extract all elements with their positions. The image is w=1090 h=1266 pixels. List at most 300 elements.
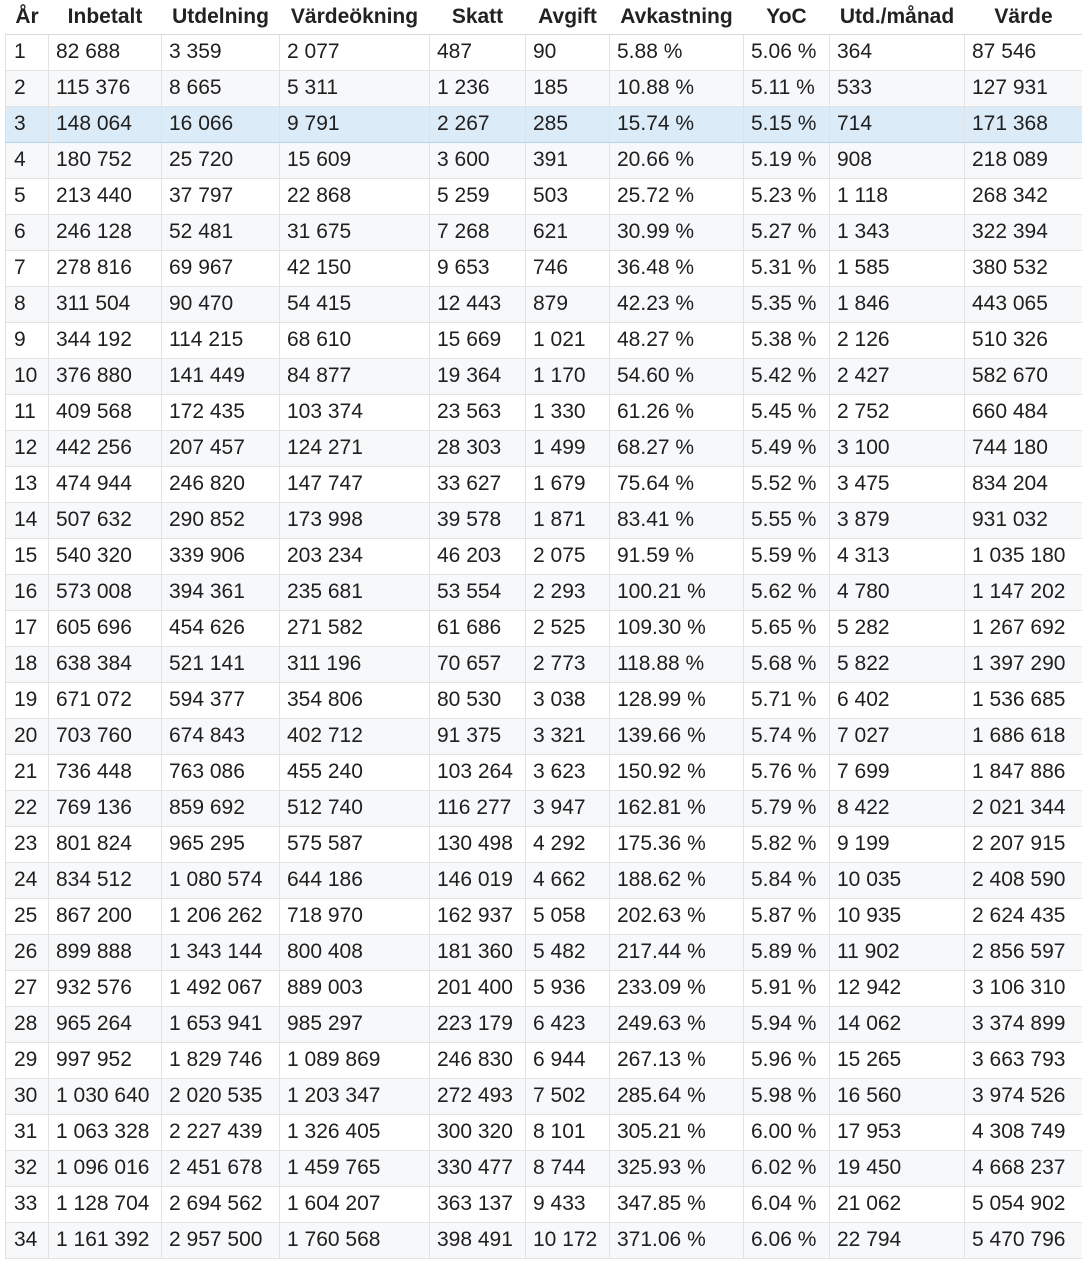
table-row[interactable] xyxy=(6,574,1083,610)
cell-yoc: 5.06 % xyxy=(744,34,830,70)
cell-tax: 70 657 xyxy=(430,646,526,682)
column-header-tax[interactable]: Skatt xyxy=(430,0,526,34)
cell-fee: 285 xyxy=(526,106,610,142)
column-header-year[interactable]: År xyxy=(6,0,49,34)
cell-value-increase: 644 186 xyxy=(280,862,430,898)
table-row[interactable] xyxy=(6,322,1083,358)
cell-dividend-per-month: 714 xyxy=(830,106,965,142)
cell-return: 325.93 % xyxy=(610,1150,744,1186)
cell-value: 1 267 692 xyxy=(965,610,1083,646)
cell-value: 4 308 749 xyxy=(965,1114,1083,1150)
cell-yoc: 6.00 % xyxy=(744,1114,830,1150)
table-row[interactable] xyxy=(6,970,1083,1006)
cell-return: 100.21 % xyxy=(610,574,744,610)
cell-paid-in: 474 944 xyxy=(49,466,162,502)
cell-yoc: 5.52 % xyxy=(744,466,830,502)
cell-return: 118.88 % xyxy=(610,646,744,682)
cell-value-increase: 84 877 xyxy=(280,358,430,394)
cell-yoc: 5.55 % xyxy=(744,502,830,538)
cell-tax: 39 578 xyxy=(430,502,526,538)
cell-dividend: 2 957 500 xyxy=(162,1222,280,1258)
table-row[interactable] xyxy=(6,214,1083,250)
cell-paid-in: 1 161 392 xyxy=(49,1222,162,1258)
cell-paid-in: 246 128 xyxy=(49,214,162,250)
cell-fee: 5 058 xyxy=(526,898,610,934)
cell-fee: 879 xyxy=(526,286,610,322)
cell-year: 22 xyxy=(6,790,49,826)
cell-return: 267.13 % xyxy=(610,1042,744,1078)
table-row[interactable] xyxy=(6,34,1083,70)
cell-value-increase: 402 712 xyxy=(280,718,430,754)
cell-tax: 300 320 xyxy=(430,1114,526,1150)
cell-tax: 246 830 xyxy=(430,1042,526,1078)
table-row[interactable] xyxy=(6,934,1083,970)
cell-yoc: 6.02 % xyxy=(744,1150,830,1186)
cell-yoc: 5.76 % xyxy=(744,754,830,790)
cell-value: 218 089 xyxy=(965,142,1083,178)
cell-dividend: 172 435 xyxy=(162,394,280,430)
cell-value: 5 054 902 xyxy=(965,1186,1083,1222)
cell-dividend: 114 215 xyxy=(162,322,280,358)
cell-yoc: 5.94 % xyxy=(744,1006,830,1042)
table-row[interactable] xyxy=(6,250,1083,286)
cell-fee: 8 101 xyxy=(526,1114,610,1150)
cell-yoc: 5.38 % xyxy=(744,322,830,358)
cell-dividend-per-month: 5 282 xyxy=(830,610,965,646)
cell-yoc: 5.84 % xyxy=(744,862,830,898)
cell-value: 380 532 xyxy=(965,250,1083,286)
cell-year: 21 xyxy=(6,754,49,790)
cell-value-increase: 1 203 347 xyxy=(280,1078,430,1114)
cell-year: 2 xyxy=(6,70,49,106)
cell-value-increase: 173 998 xyxy=(280,502,430,538)
cell-fee: 1 679 xyxy=(526,466,610,502)
cell-value: 582 670 xyxy=(965,358,1083,394)
cell-value: 3 106 310 xyxy=(965,970,1083,1006)
cell-dividend: 965 295 xyxy=(162,826,280,862)
table-row[interactable] xyxy=(6,430,1083,466)
column-header-fee[interactable]: Avgift xyxy=(526,0,610,34)
cell-yoc: 5.82 % xyxy=(744,826,830,862)
cell-dividend-per-month: 17 953 xyxy=(830,1114,965,1150)
cell-dividend: 37 797 xyxy=(162,178,280,214)
cell-return: 36.48 % xyxy=(610,250,744,286)
cell-return: 249.63 % xyxy=(610,1006,744,1042)
table-row[interactable] xyxy=(6,358,1083,394)
cell-year: 12 xyxy=(6,430,49,466)
cell-value: 443 065 xyxy=(965,286,1083,322)
cell-dividend: 763 086 xyxy=(162,754,280,790)
cell-return: 83.41 % xyxy=(610,502,744,538)
cell-fee: 2 075 xyxy=(526,538,610,574)
cell-dividend: 859 692 xyxy=(162,790,280,826)
cell-year: 9 xyxy=(6,322,49,358)
cell-paid-in: 507 632 xyxy=(49,502,162,538)
cell-yoc: 5.31 % xyxy=(744,250,830,286)
cell-tax: 91 375 xyxy=(430,718,526,754)
cell-year: 29 xyxy=(6,1042,49,1078)
table-row[interactable] xyxy=(6,682,1083,718)
cell-value-increase: 124 271 xyxy=(280,430,430,466)
cell-year: 13 xyxy=(6,466,49,502)
cell-dividend-per-month: 2 752 xyxy=(830,394,965,430)
cell-value-increase: 1 326 405 xyxy=(280,1114,430,1150)
cell-dividend: 1 829 746 xyxy=(162,1042,280,1078)
table-row[interactable] xyxy=(6,862,1083,898)
cell-dividend-per-month: 9 199 xyxy=(830,826,965,862)
cell-yoc: 5.89 % xyxy=(744,934,830,970)
cell-tax: 398 491 xyxy=(430,1222,526,1258)
cell-yoc: 5.98 % xyxy=(744,1078,830,1114)
cell-paid-in: 605 696 xyxy=(49,610,162,646)
cell-dividend-per-month: 12 942 xyxy=(830,970,965,1006)
cell-value-increase: 22 868 xyxy=(280,178,430,214)
cell-return: 91.59 % xyxy=(610,538,744,574)
cell-value: 5 470 796 xyxy=(965,1222,1083,1258)
cell-dividend-per-month: 3 100 xyxy=(830,430,965,466)
cell-year: 4 xyxy=(6,142,49,178)
cell-value: 87 546 xyxy=(965,34,1083,70)
cell-paid-in: 1 030 640 xyxy=(49,1078,162,1114)
cell-dividend: 394 361 xyxy=(162,574,280,610)
cell-fee: 5 936 xyxy=(526,970,610,1006)
cell-fee: 391 xyxy=(526,142,610,178)
cell-year: 6 xyxy=(6,214,49,250)
cell-value-increase: 147 747 xyxy=(280,466,430,502)
table-row[interactable] xyxy=(6,790,1083,826)
cell-dividend: 90 470 xyxy=(162,286,280,322)
cell-return: 54.60 % xyxy=(610,358,744,394)
cell-value-increase: 2 077 xyxy=(280,34,430,70)
cell-yoc: 5.19 % xyxy=(744,142,830,178)
cell-value: 3 974 526 xyxy=(965,1078,1083,1114)
cell-paid-in: 769 136 xyxy=(49,790,162,826)
table-row[interactable] xyxy=(6,610,1083,646)
cell-dividend: 52 481 xyxy=(162,214,280,250)
cell-value: 1 847 886 xyxy=(965,754,1083,790)
cell-fee: 3 623 xyxy=(526,754,610,790)
cell-paid-in: 801 824 xyxy=(49,826,162,862)
cell-value-increase: 5 311 xyxy=(280,70,430,106)
table-row[interactable] xyxy=(6,1078,1083,1114)
table-row[interactable] xyxy=(6,1222,1083,1258)
cell-yoc: 5.11 % xyxy=(744,70,830,106)
cell-dividend-per-month: 11 902 xyxy=(830,934,965,970)
cell-fee: 746 xyxy=(526,250,610,286)
cell-yoc: 5.15 % xyxy=(744,106,830,142)
cell-return: 20.66 % xyxy=(610,142,744,178)
cell-return: 5.88 % xyxy=(610,34,744,70)
cell-yoc: 5.62 % xyxy=(744,574,830,610)
cell-year: 23 xyxy=(6,826,49,862)
table-row[interactable] xyxy=(6,1114,1083,1150)
cell-dividend: 3 359 xyxy=(162,34,280,70)
cell-year: 15 xyxy=(6,538,49,574)
cell-dividend-per-month: 21 062 xyxy=(830,1186,965,1222)
column-header-yoc[interactable]: YoC xyxy=(744,0,830,34)
cell-dividend-per-month: 8 422 xyxy=(830,790,965,826)
cell-tax: 19 364 xyxy=(430,358,526,394)
cell-tax: 28 303 xyxy=(430,430,526,466)
table-row[interactable] xyxy=(6,70,1083,106)
column-header-dividend-per-month[interactable]: Utd./månad xyxy=(830,0,965,34)
cell-year: 31 xyxy=(6,1114,49,1150)
column-header-value[interactable]: Värde xyxy=(965,0,1083,34)
cell-year: 8 xyxy=(6,286,49,322)
cell-dividend: 1 206 262 xyxy=(162,898,280,934)
table-row[interactable] xyxy=(6,286,1083,322)
cell-fee: 10 172 xyxy=(526,1222,610,1258)
cell-tax: 3 600 xyxy=(430,142,526,178)
cell-dividend-per-month: 6 402 xyxy=(830,682,965,718)
cell-dividend-per-month: 1 118 xyxy=(830,178,965,214)
cell-dividend-per-month: 2 427 xyxy=(830,358,965,394)
cell-return: 305.21 % xyxy=(610,1114,744,1150)
cell-tax: 162 937 xyxy=(430,898,526,934)
cell-value-increase: 1 459 765 xyxy=(280,1150,430,1186)
cell-dividend-per-month: 3 879 xyxy=(830,502,965,538)
cell-year: 20 xyxy=(6,718,49,754)
cell-fee: 1 330 xyxy=(526,394,610,430)
cell-return: 61.26 % xyxy=(610,394,744,430)
cell-value: 3 374 899 xyxy=(965,1006,1083,1042)
cell-yoc: 5.74 % xyxy=(744,718,830,754)
cell-year: 32 xyxy=(6,1150,49,1186)
cell-value: 744 180 xyxy=(965,430,1083,466)
cell-dividend-per-month: 14 062 xyxy=(830,1006,965,1042)
table-row[interactable] xyxy=(6,106,1083,142)
cell-year: 18 xyxy=(6,646,49,682)
table-row[interactable] xyxy=(6,826,1083,862)
cell-paid-in: 1 063 328 xyxy=(49,1114,162,1150)
table-row[interactable] xyxy=(6,898,1083,934)
cell-value-increase: 15 609 xyxy=(280,142,430,178)
cell-paid-in: 213 440 xyxy=(49,178,162,214)
cell-fee: 185 xyxy=(526,70,610,106)
cell-value-increase: 271 582 xyxy=(280,610,430,646)
cell-fee: 4 662 xyxy=(526,862,610,898)
cell-fee: 1 021 xyxy=(526,322,610,358)
cell-dividend-per-month: 533 xyxy=(830,70,965,106)
cell-value: 127 931 xyxy=(965,70,1083,106)
cell-return: 25.72 % xyxy=(610,178,744,214)
cell-value: 2 856 597 xyxy=(965,934,1083,970)
cell-dividend-per-month: 16 560 xyxy=(830,1078,965,1114)
cell-paid-in: 180 752 xyxy=(49,142,162,178)
table-row[interactable] xyxy=(6,502,1083,538)
cell-fee: 2 293 xyxy=(526,574,610,610)
cell-dividend-per-month: 1 343 xyxy=(830,214,965,250)
cell-return: 202.63 % xyxy=(610,898,744,934)
cell-yoc: 5.71 % xyxy=(744,682,830,718)
cell-value: 2 021 344 xyxy=(965,790,1083,826)
cell-return: 347.85 % xyxy=(610,1186,744,1222)
table-row[interactable] xyxy=(6,754,1083,790)
cell-value: 268 342 xyxy=(965,178,1083,214)
cell-value-increase: 9 791 xyxy=(280,106,430,142)
cell-dividend: 141 449 xyxy=(162,358,280,394)
cell-return: 30.99 % xyxy=(610,214,744,250)
cell-dividend-per-month: 7 027 xyxy=(830,718,965,754)
cell-dividend: 2 020 535 xyxy=(162,1078,280,1114)
cell-fee: 1 871 xyxy=(526,502,610,538)
cell-value: 4 668 237 xyxy=(965,1150,1083,1186)
table-row[interactable] xyxy=(6,466,1083,502)
cell-fee: 6 944 xyxy=(526,1042,610,1078)
cell-return: 68.27 % xyxy=(610,430,744,466)
cell-dividend-per-month: 10 035 xyxy=(830,862,965,898)
cell-return: 109.30 % xyxy=(610,610,744,646)
cell-fee: 1 499 xyxy=(526,430,610,466)
cell-paid-in: 638 384 xyxy=(49,646,162,682)
cell-dividend: 1 653 941 xyxy=(162,1006,280,1042)
cell-value-increase: 235 681 xyxy=(280,574,430,610)
cell-value-increase: 1 604 207 xyxy=(280,1186,430,1222)
cell-value: 510 326 xyxy=(965,322,1083,358)
cell-tax: 5 259 xyxy=(430,178,526,214)
cell-value: 2 207 915 xyxy=(965,826,1083,862)
cell-year: 11 xyxy=(6,394,49,430)
cell-tax: 80 530 xyxy=(430,682,526,718)
cell-return: 371.06 % xyxy=(610,1222,744,1258)
cell-fee: 90 xyxy=(526,34,610,70)
cell-dividend-per-month: 908 xyxy=(830,142,965,178)
table-row[interactable] xyxy=(6,1186,1083,1222)
cell-value: 660 484 xyxy=(965,394,1083,430)
cell-year: 14 xyxy=(6,502,49,538)
cell-paid-in: 834 512 xyxy=(49,862,162,898)
cell-dividend: 2 694 562 xyxy=(162,1186,280,1222)
cell-tax: 61 686 xyxy=(430,610,526,646)
cell-year: 28 xyxy=(6,1006,49,1042)
cell-tax: 33 627 xyxy=(430,466,526,502)
cell-value: 931 032 xyxy=(965,502,1083,538)
cell-paid-in: 409 568 xyxy=(49,394,162,430)
cell-value: 834 204 xyxy=(965,466,1083,502)
cell-tax: 181 360 xyxy=(430,934,526,970)
column-header-return[interactable]: Avkastning xyxy=(610,0,744,34)
cell-value-increase: 889 003 xyxy=(280,970,430,1006)
cell-yoc: 5.35 % xyxy=(744,286,830,322)
cell-dividend: 1 492 067 xyxy=(162,970,280,1006)
cell-value: 1 536 685 xyxy=(965,682,1083,718)
cell-paid-in: 82 688 xyxy=(49,34,162,70)
cell-dividend-per-month: 3 475 xyxy=(830,466,965,502)
column-header-value-increase[interactable]: Värdeökning xyxy=(280,0,430,34)
cell-yoc: 5.87 % xyxy=(744,898,830,934)
cell-year: 10 xyxy=(6,358,49,394)
cell-fee: 3 321 xyxy=(526,718,610,754)
cell-yoc: 5.91 % xyxy=(744,970,830,1006)
table-header-row xyxy=(6,0,1083,34)
cell-paid-in: 540 320 xyxy=(49,538,162,574)
cell-paid-in: 1 128 704 xyxy=(49,1186,162,1222)
cell-value: 1 035 180 xyxy=(965,538,1083,574)
cell-tax: 116 277 xyxy=(430,790,526,826)
cell-tax: 146 019 xyxy=(430,862,526,898)
cell-return: 285.64 % xyxy=(610,1078,744,1114)
cell-dividend-per-month: 2 126 xyxy=(830,322,965,358)
cell-return: 139.66 % xyxy=(610,718,744,754)
cell-yoc: 5.27 % xyxy=(744,214,830,250)
cell-value-increase: 1 760 568 xyxy=(280,1222,430,1258)
cell-value-increase: 455 240 xyxy=(280,754,430,790)
cell-tax: 53 554 xyxy=(430,574,526,610)
cell-value-increase: 800 408 xyxy=(280,934,430,970)
cell-return: 10.88 % xyxy=(610,70,744,106)
cell-fee: 9 433 xyxy=(526,1186,610,1222)
cell-tax: 201 400 xyxy=(430,970,526,1006)
cell-year: 3 xyxy=(6,106,49,142)
table-row[interactable] xyxy=(6,394,1083,430)
cell-paid-in: 867 200 xyxy=(49,898,162,934)
cell-tax: 7 268 xyxy=(430,214,526,250)
table-row[interactable] xyxy=(6,718,1083,754)
cell-return: 42.23 % xyxy=(610,286,744,322)
cell-yoc: 5.79 % xyxy=(744,790,830,826)
cell-fee: 3 947 xyxy=(526,790,610,826)
cell-dividend-per-month: 10 935 xyxy=(830,898,965,934)
table-row[interactable] xyxy=(6,1150,1083,1186)
cell-dividend-per-month: 4 313 xyxy=(830,538,965,574)
cell-value-increase: 42 150 xyxy=(280,250,430,286)
cell-paid-in: 703 760 xyxy=(49,718,162,754)
cell-value-increase: 54 415 xyxy=(280,286,430,322)
cell-fee: 4 292 xyxy=(526,826,610,862)
projection-table xyxy=(5,0,1083,1259)
cell-tax: 46 203 xyxy=(430,538,526,574)
table-row[interactable] xyxy=(6,142,1083,178)
cell-value: 2 408 590 xyxy=(965,862,1083,898)
cell-paid-in: 442 256 xyxy=(49,430,162,466)
table-row[interactable] xyxy=(6,178,1083,214)
cell-value-increase: 985 297 xyxy=(280,1006,430,1042)
cell-value-increase: 1 089 869 xyxy=(280,1042,430,1078)
cell-value-increase: 718 970 xyxy=(280,898,430,934)
cell-dividend: 1 080 574 xyxy=(162,862,280,898)
cell-paid-in: 311 504 xyxy=(49,286,162,322)
cell-paid-in: 932 576 xyxy=(49,970,162,1006)
cell-dividend: 16 066 xyxy=(162,106,280,142)
cell-fee: 5 482 xyxy=(526,934,610,970)
column-header-paid-in[interactable]: Inbetalt xyxy=(49,0,162,34)
cell-yoc: 5.49 % xyxy=(744,430,830,466)
cell-value: 3 663 793 xyxy=(965,1042,1083,1078)
cell-value: 322 394 xyxy=(965,214,1083,250)
table-row[interactable] xyxy=(6,646,1083,682)
cell-paid-in: 997 952 xyxy=(49,1042,162,1078)
cell-value: 171 368 xyxy=(965,106,1083,142)
column-header-dividend[interactable]: Utdelning xyxy=(162,0,280,34)
cell-paid-in: 736 448 xyxy=(49,754,162,790)
cell-value-increase: 103 374 xyxy=(280,394,430,430)
table-row[interactable] xyxy=(6,1042,1083,1078)
cell-return: 233.09 % xyxy=(610,970,744,1006)
cell-paid-in: 376 880 xyxy=(49,358,162,394)
cell-dividend-per-month: 15 265 xyxy=(830,1042,965,1078)
cell-value-increase: 203 234 xyxy=(280,538,430,574)
cell-value-increase: 575 587 xyxy=(280,826,430,862)
cell-value-increase: 512 740 xyxy=(280,790,430,826)
cell-paid-in: 965 264 xyxy=(49,1006,162,1042)
cell-dividend-per-month: 1 585 xyxy=(830,250,965,286)
cell-value-increase: 68 610 xyxy=(280,322,430,358)
cell-dividend: 454 626 xyxy=(162,610,280,646)
cell-value: 2 624 435 xyxy=(965,898,1083,934)
table-row[interactable] xyxy=(6,538,1083,574)
cell-paid-in: 278 816 xyxy=(49,250,162,286)
table-row[interactable] xyxy=(6,1006,1083,1042)
